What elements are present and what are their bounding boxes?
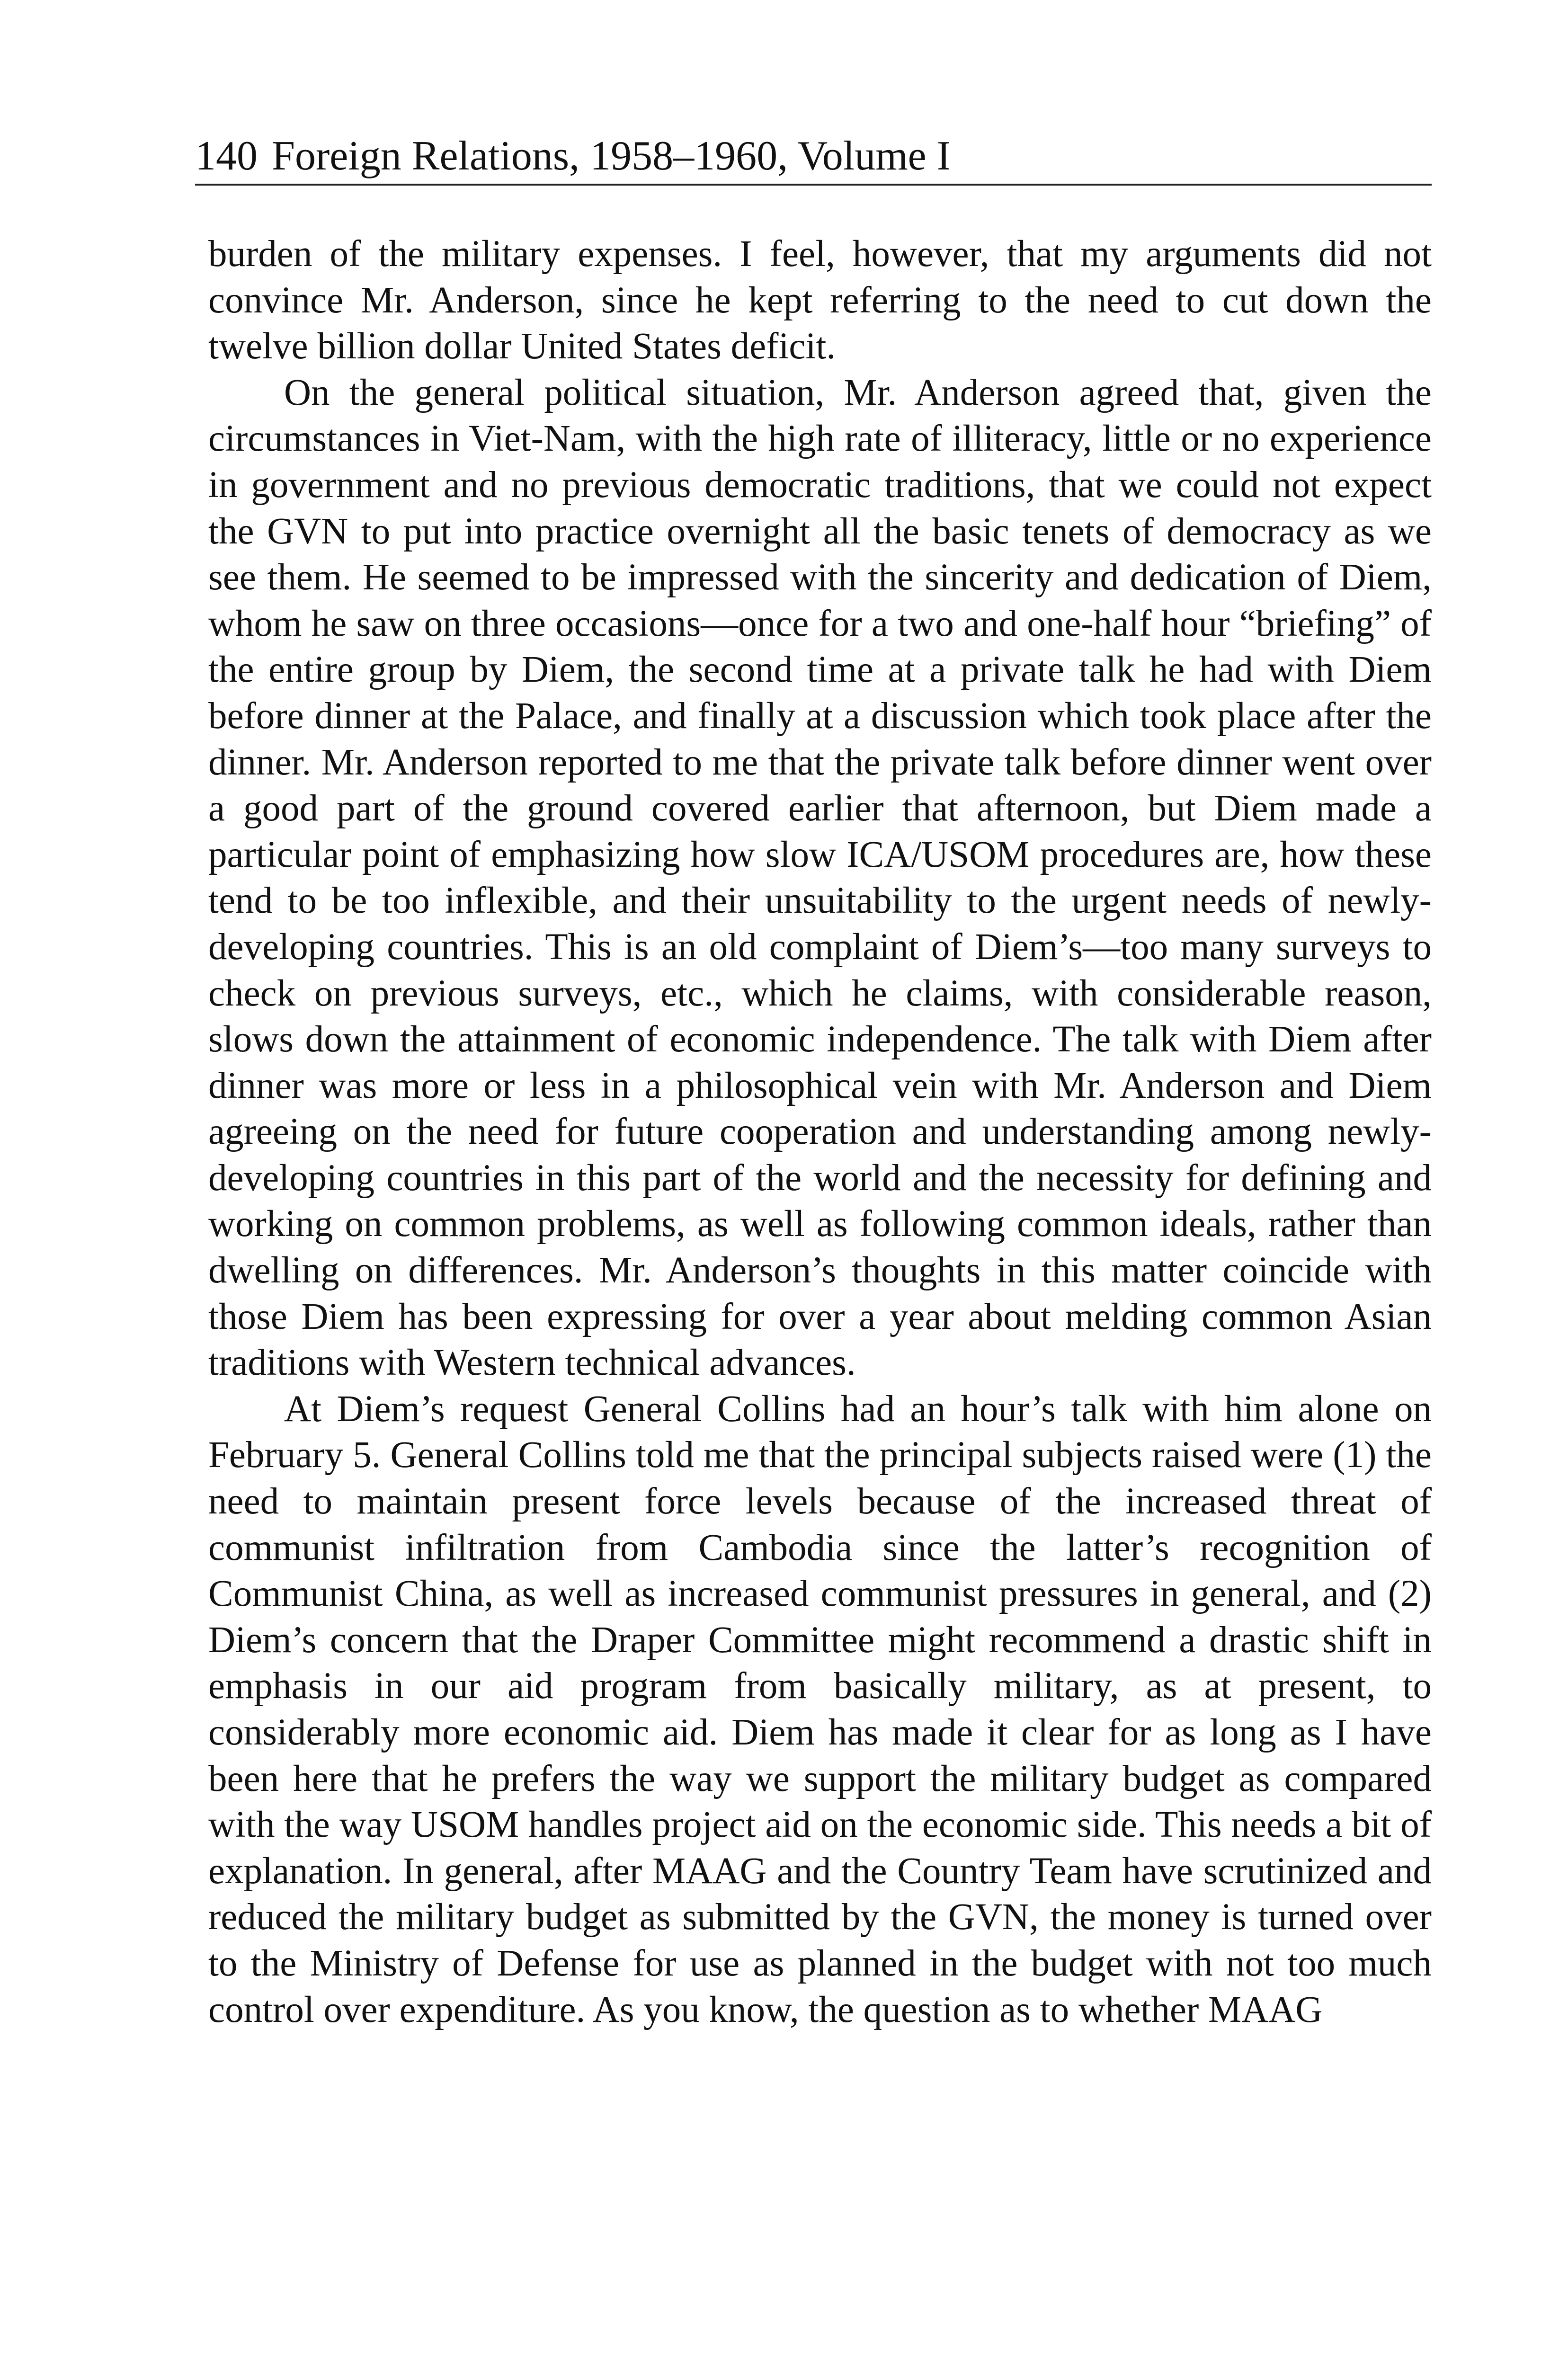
running-title: Foreign Relations, 1958–1960, Volume I xyxy=(272,133,951,179)
paragraph-collins-talk: At Diem’s request General Collins had an hour’s talk with him alone on February 5. General Collins told me that the principal subjects raised were (1) the need to maintain present force levels because of the increased threat of communist infiltration from Cambodia since the latter’s recognition of Communist China, as well as increased communist pressures in general, and (2) Diem’s concern that the Draper Committee might recommend a drastic shift in emphasis in our aid program from basically military, as at present, to considerably more economic aid. Diem has made it clear for as long as I have been here that he prefers the way we support the military budget as compared with the way USOM handles project aid on the economic side. This needs a bit of explanation. In general, after MAAG and the Country Team have scrutinized and reduced the military budget as submitted by the GVN, the money is turned over to the Ministry of Defense for use as planned in the budget with not too much control over expenditure. As you know, the question as to whether MAAG xyxy=(208,1388,1432,2030)
paragraph-political-situation: On the general political situation, Mr. Anderson agreed that, given the circumstances in Viet-Nam, with the high rate of illiteracy, little or no experience in government and no previous democratic traditions, that we could not expect the GVN to put into practice overnight all the basic tenets of democracy as we see them. He seemed to be impressed with the sincerity and dedication of Diem, whom he saw on three occasions—once for a two and one-half hour “briefing” of the entire group by Diem, the second time at a private talk he had with Diem before dinner at the Palace, and finally at a discussion which took place after the dinner. Mr. Anderson reported to me that the private talk before dinner went over a good part of the ground covered earlier that afternoon, but Diem made a particular point of emphasizing how slow ICA/USOM procedures are, how these tend to be too inflexible, and their unsuitability to the urgent needs of newly-developing countries. This is an old complaint of Diem’s—too many surveys to check on previous surveys, etc., which he claims, with considerable reason, slows down the attainment of economic independence. The talk with Diem after dinner was more or less in a philosophical vein with Mr. Anderson and Diem agreeing on the need for future cooperation and understanding among newly-developing countries in this part of the world and the necessity for defining and working on common problems, as well as following common ideals, rather than dwelling on differences. Mr. Anderson’s thoughts in this matter coincide with those Diem has been expressing for over a year about melding common Asian traditions with Western technical advances. xyxy=(208,372,1432,1384)
body-text xyxy=(208,231,1432,2033)
running-header xyxy=(195,129,1432,186)
page-number: 140 xyxy=(195,133,258,179)
paragraph-continued: burden of the military expenses. I feel, however, that my arguments did not convince Mr. Anderson, since he kept referring to the need to cut down the twelve billion dollar United States deficit. xyxy=(208,233,1432,367)
